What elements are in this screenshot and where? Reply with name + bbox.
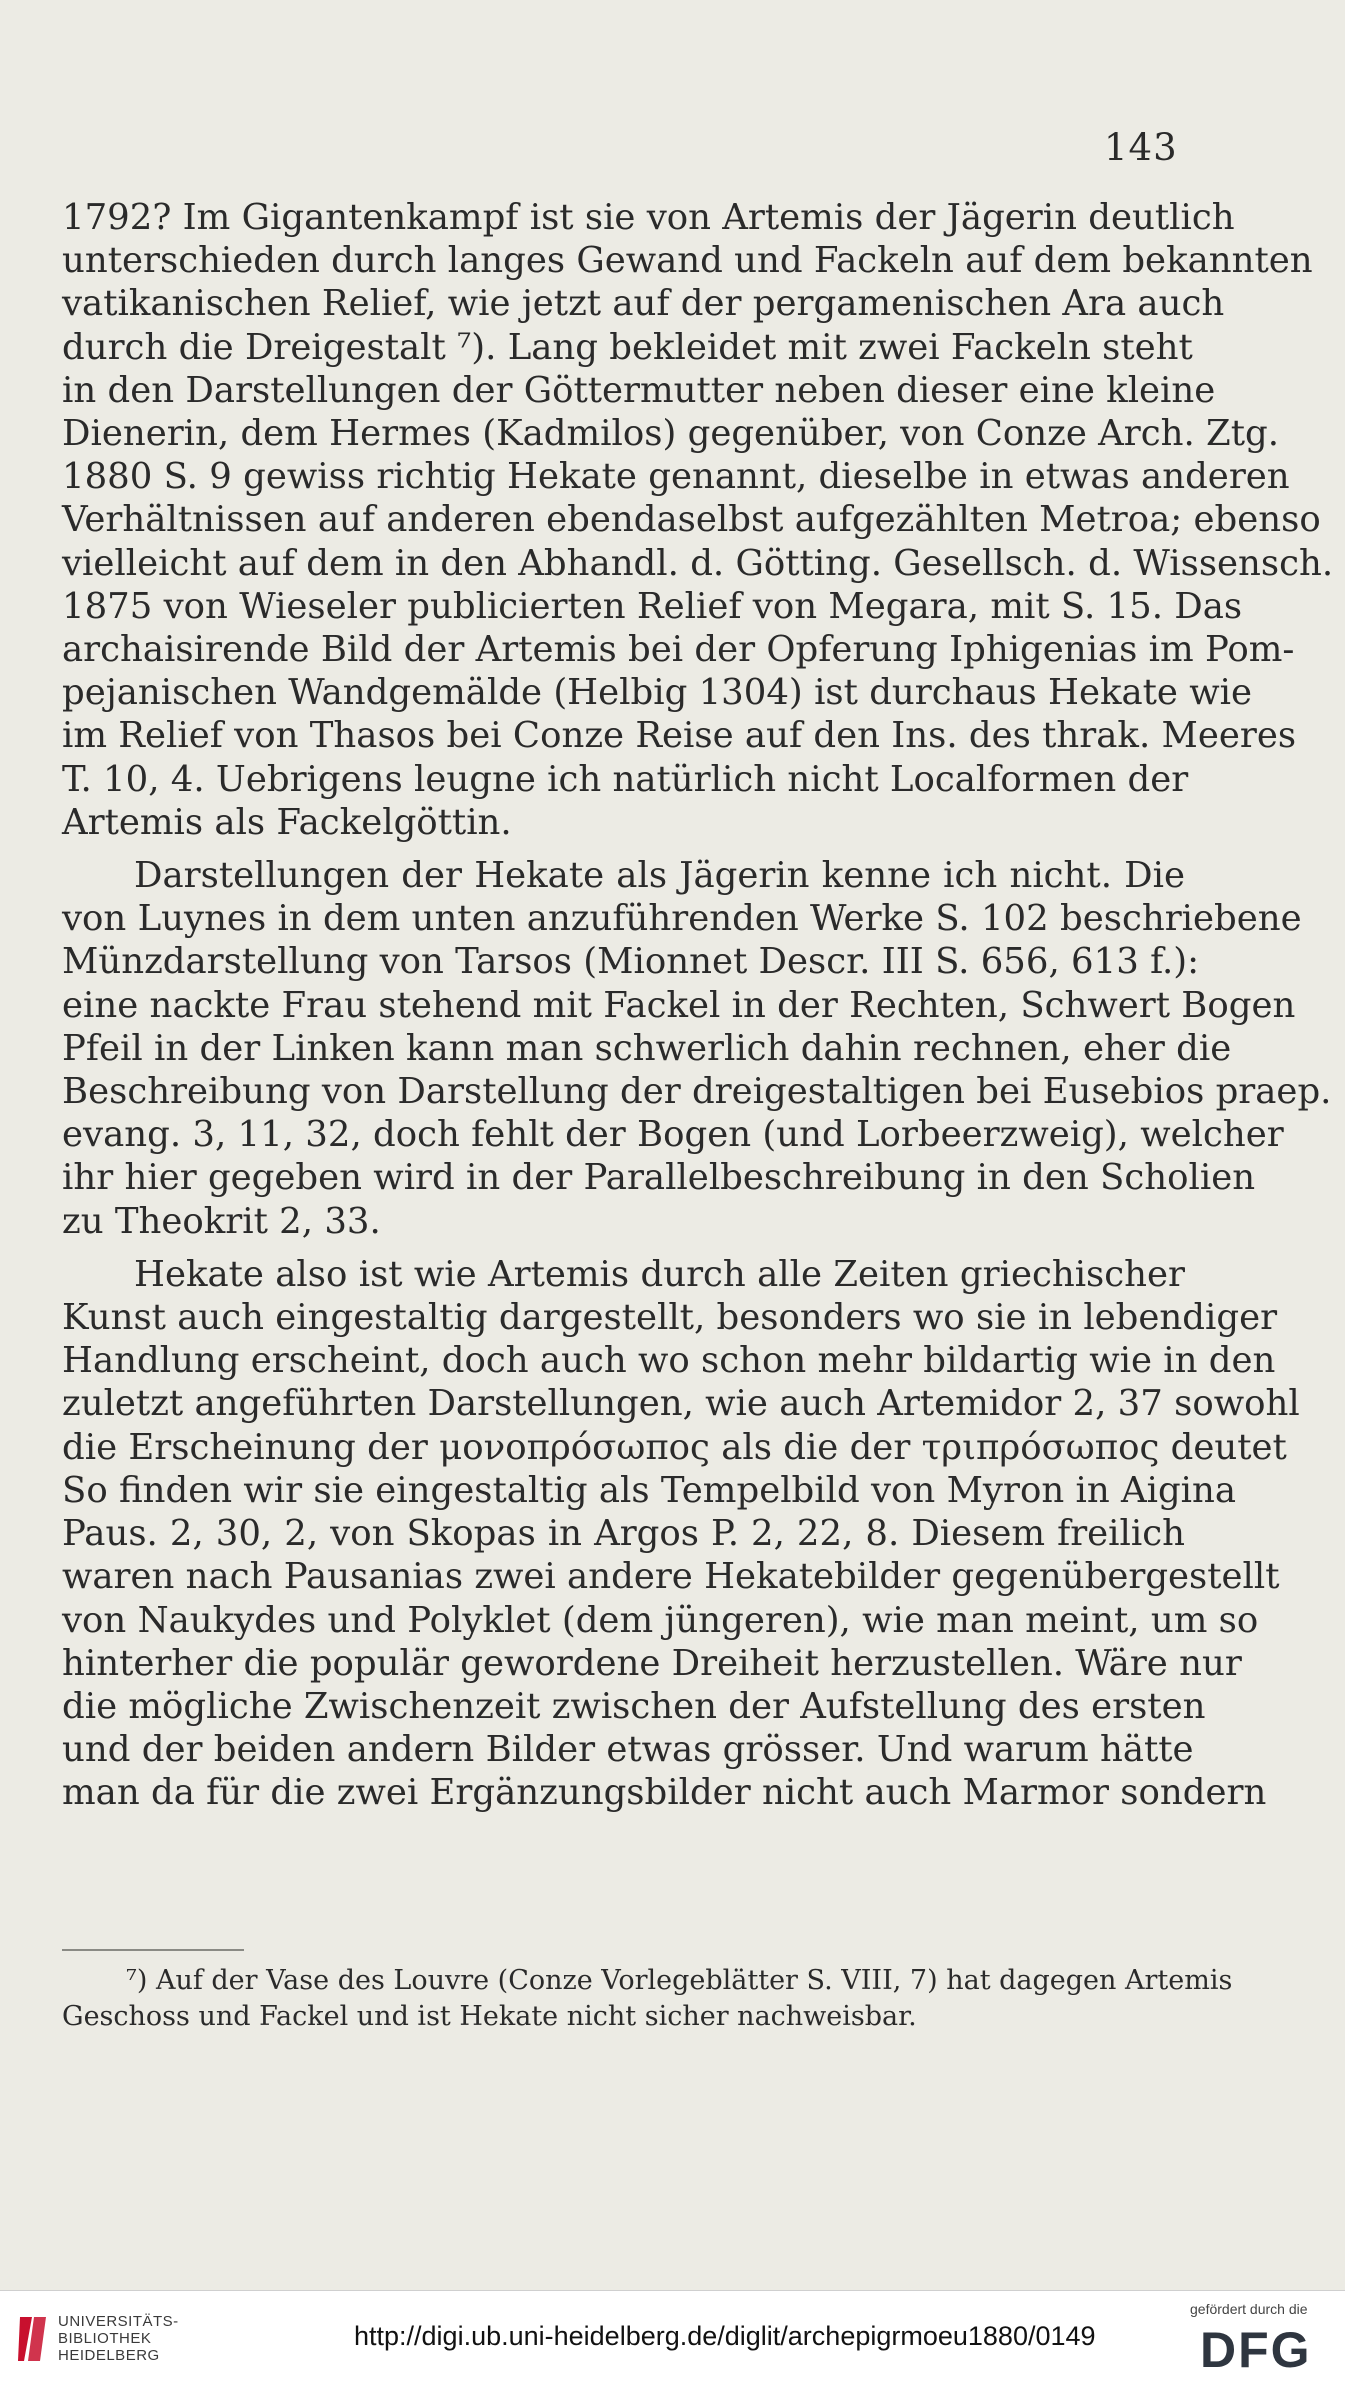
- footnote-divider: [62, 1949, 244, 1951]
- text-line: vielleicht auf dem in den Abhandl. d. Götting. Gesellsch. d. Wissensch.: [62, 542, 1334, 584]
- footnote-line: Geschoss und Fackel und ist Hekate nicht sicher nachweisbar.: [62, 2001, 917, 2032]
- text-line: pejanischen Wandgemälde (Helbig 1304) ist durchaus Hekate wie: [62, 672, 1252, 714]
- footnote: [62, 1963, 1233, 2035]
- text-line: Pfeil in der Linken kann man schwerlich dahin rechnen, eher die: [62, 1027, 1232, 1069]
- library-name-line: HEIDELBERG: [58, 2347, 160, 2364]
- text-line: im Relief von Thasos bei Conze Reise auf den Ins. des thrak. Meeres: [62, 715, 1297, 757]
- text-line: hinterher die populär gewordene Dreiheit herzustellen. Wäre nur: [62, 1642, 1242, 1684]
- text-line: Paus. 2, 30, 2, von Skopas in Argos P. 2, 22, 8. Diesem freilich: [62, 1513, 1185, 1555]
- text-line: Kunst auch eingestaltig dargestellt, besonders wo sie in lebendiger: [62, 1297, 1278, 1339]
- text-line: Dienerin, dem Hermes (Kadmilos) gegenüber, von Conze Arch. Ztg.: [62, 413, 1280, 455]
- permalink[interactable]: http://digi.ub.uni-heidelberg.de/diglit/archepigrmoeu1880/0149: [354, 2321, 1096, 2351]
- text-line: man da für die zwei Ergänzungsbilder nicht auch Marmor sondern: [62, 1772, 1267, 1814]
- dfg-logo: DFG: [1200, 2322, 1312, 2378]
- text-line: Hekate also ist wie Artemis durch alle Zeiten griechischer: [134, 1253, 1185, 1295]
- text-line: So finden wir sie eingestaltig als Tempelbild von Myron in Aigina: [62, 1469, 1237, 1511]
- page-number: 143: [1104, 126, 1178, 169]
- text-line: die mögliche Zwischenzeit zwischen der Aufstellung des ersten: [62, 1685, 1206, 1727]
- library-name: [58, 2313, 179, 2364]
- library-name-line: BIBLIOTHEK: [58, 2330, 152, 2347]
- text-line: zuletzt angeführten Darstellungen, wie auch Artemidor 2, 37 sowohl: [62, 1383, 1300, 1425]
- text-line: Münzdarstellung von Tarsos (Mionnet Descr. III S. 656, 613 f.):: [62, 941, 1200, 983]
- sponsor-caption: gefördert durch die: [1190, 2301, 1308, 2317]
- text-line: unterschieden durch langes Gewand und Fackeln auf dem bekannten: [62, 240, 1313, 282]
- text-line: Darstellungen der Hekate als Jägerin kenne ich nicht. Die: [134, 855, 1185, 897]
- footnote-line: ⁷) Auf der Vase des Louvre (Conze Vorlegeblätter S. VIII, 7) hat dagegen Artemis: [126, 1965, 1233, 1996]
- text-line: von Luynes in dem unten anzuführenden Werke S. 102 beschriebene: [62, 898, 1302, 940]
- text-line: waren nach Pausanias zwei andere Hekatebilder gegenübergestellt: [62, 1556, 1280, 1598]
- text-line: ihr hier gegeben wird in der Parallelbeschreibung in den Scholien: [62, 1157, 1256, 1199]
- text-line: Handlung erscheint, doch auch wo schon mehr bildartig wie in den: [62, 1340, 1276, 1382]
- text-line: evang. 3, 11, 32, doch fehlt der Bogen (und Lorbeerzweig), welcher: [62, 1114, 1284, 1156]
- body-text: [62, 196, 1334, 1815]
- text-line: die Erscheinung der μονοπρόσωπος als die der τριπρόσωπος deutet: [62, 1426, 1287, 1468]
- text-line: 1792? Im Gigantenkampf ist sie von Artemis der Jägerin deutlich: [62, 197, 1235, 238]
- text-line: 1880 S. 9 gewiss richtig Hekate genannt, dieselbe in etwas anderen: [62, 456, 1290, 498]
- viewer-footer: [0, 2290, 1345, 2386]
- text-line: Verhältnissen auf anderen ebendaselbst aufgezählten Metroa; ebenso: [62, 499, 1321, 541]
- text-line: in den Darstellungen der Göttermutter neben dieser eine kleine: [62, 369, 1216, 411]
- paragraph-3: [62, 1253, 1300, 1815]
- text-line: Beschreibung von Darstellung der dreigestaltigen bei Eusebios praep.: [62, 1071, 1332, 1113]
- text-line: eine nackte Frau stehend mit Fackel in der Rechten, Schwert Bogen: [62, 984, 1296, 1026]
- text-line: archaisirende Bild der Artemis bei der Opferung Iphigenias im Pom-: [62, 629, 1295, 671]
- text-line: und der beiden andern Bilder etwas grösser. Und warum hätte: [62, 1729, 1194, 1771]
- text-line: vatikanischen Relief, wie jetzt auf der pergamenischen Ara auch: [62, 283, 1225, 325]
- text-line: von Naukydes und Polyklet (dem jüngeren), wie man meint, um so: [62, 1599, 1259, 1641]
- paragraph-1: [62, 196, 1334, 844]
- text-line: 1875 von Wieseler publicierten Relief von Megara, mit S. 15. Das: [62, 585, 1243, 627]
- library-name-line: UNIVERSITÄTS-: [58, 2313, 179, 2330]
- text-line: Artemis als Fackelgöttin.: [62, 801, 512, 843]
- text-line: zu Theokrit 2, 33.: [62, 1200, 381, 1242]
- ub-heidelberg-logo-icon: [14, 2311, 52, 2367]
- text-line: T. 10, 4. Uebrigens leugne ich natürlich nicht Localformen der: [62, 758, 1189, 800]
- text-line: durch die Dreigestalt ⁷). Lang bekleidet mit zwei Fackeln steht: [62, 326, 1193, 368]
- paragraph-2: [62, 854, 1332, 1243]
